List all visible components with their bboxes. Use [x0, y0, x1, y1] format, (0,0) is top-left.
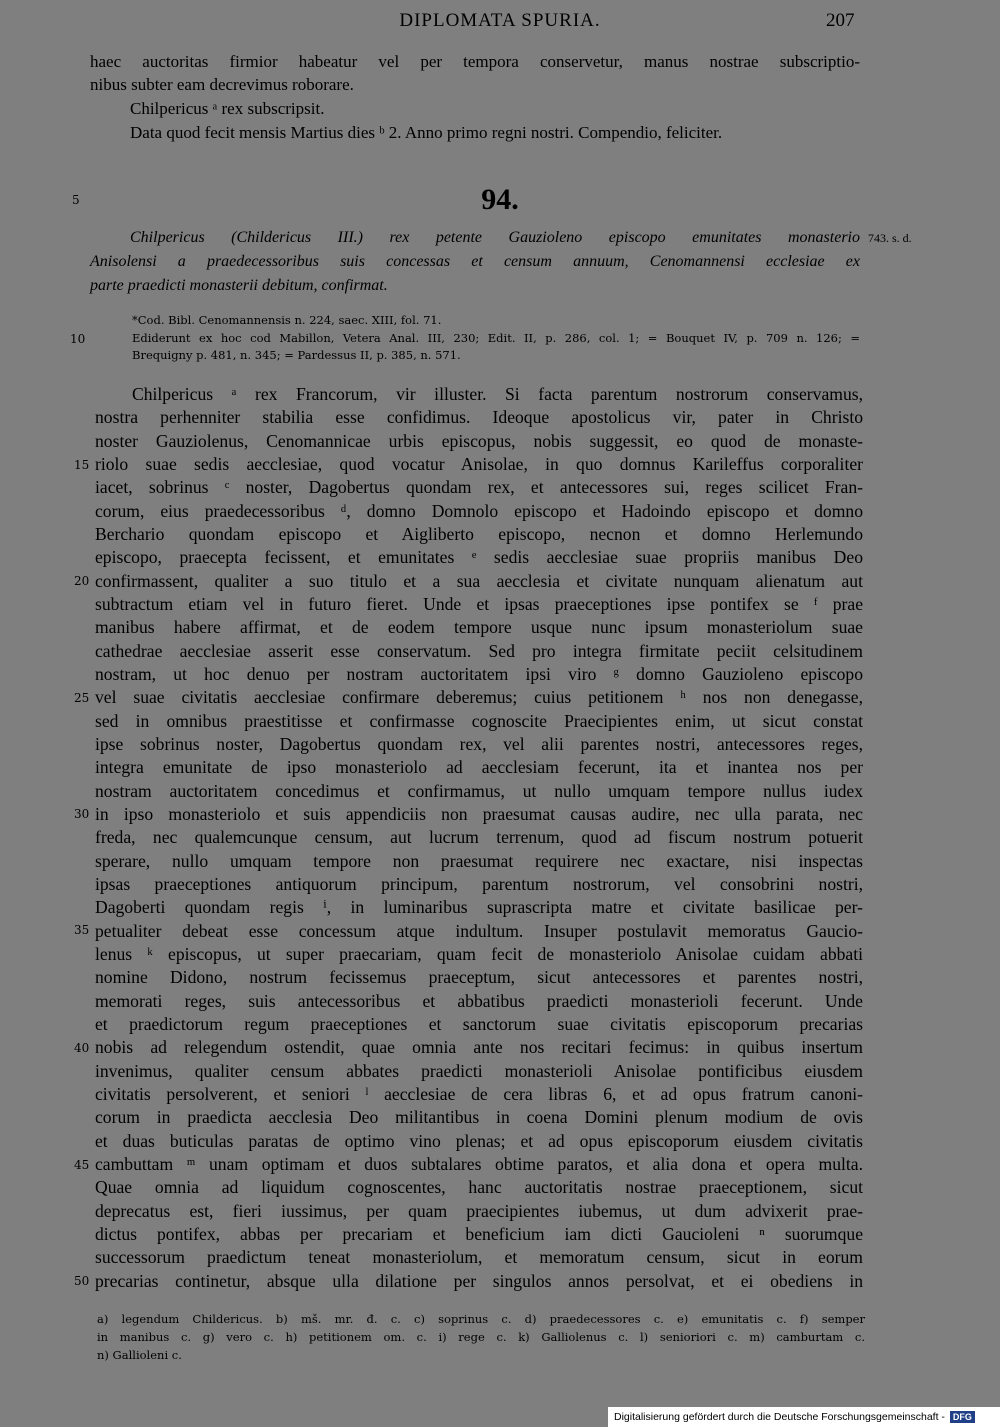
body-line: precarias continetur, absque ulla dilatione per singulos annos persolvat, et ei obediens in — [95, 1271, 863, 1291]
text-line: haec auctoritas firmior habeatur vel per tempora conservetur, manus nostrae subscriptio- — [90, 52, 860, 71]
running-title: DIPLOMATA SPURIA. — [399, 10, 601, 31]
funding-credit — [608, 1407, 1000, 1427]
text-line: Chilpericus ᵃ rex subscripsit. — [130, 99, 325, 118]
body-line: nostram auctoritatem concedimus et confirmamus, ut nullo umquam tempore nullus iudex — [95, 781, 863, 801]
text-line: Data quod fecit mensis Martius dies ᵇ 2. Anno primo regni nostri. Compendio, feliciter. — [130, 123, 723, 142]
line-number: 15 — [74, 458, 90, 472]
body-line: cathedrae aecclesiae asserit esse conservatum. Sed pro integra firmitate peciit celsitudinem — [95, 641, 863, 661]
line-number: 35 — [74, 923, 90, 937]
source-line: Ediderunt ex hoc cod Mabillon, Vetera Anal. III, 230; Edit. II, p. 286, col. 1; = Bouquet IV, p. 709 n. 126; = — [132, 331, 860, 345]
body-line: lenus ᵏ episcopus, ut super praecariam, quam fecit de monasteriolo Anisolae cuidam abbati — [95, 944, 863, 964]
body-line: Berchario quondam episcopo et Aigliberto episcopo, necnon et domno Herlemundo — [95, 524, 863, 544]
document-number: 94. — [481, 183, 519, 216]
regest-line: parte praedicti monasterii debitum, confirmat. — [90, 277, 388, 294]
footnote-line: n) Gallioleni c. — [97, 1348, 182, 1362]
source-line: *Cod. Bibl. Cenomannensis n. 224, saec. XIII, fol. 71. — [132, 313, 442, 327]
line-number: 20 — [74, 574, 90, 588]
body-line: dictus pontifex, abbas per precariam et beneficium iam dicti Gaucioleni ⁿ suorumque — [95, 1224, 863, 1244]
funding-credit-text: Digitalisierung gefördert durch die Deutsche Forschungsgemeinschaft - — [614, 1411, 945, 1423]
body-line: riolo suae sedis aecclesiae, quod vocatur Anisolae, in quo domnus Karileffus corporaliter — [95, 454, 863, 474]
line-number: 5 — [72, 193, 80, 207]
body-line: et praedictorum regum praeceptiones et sanctorum suae civitatis episcoporum precarias — [95, 1014, 863, 1034]
body-line: integra emunitate de ipso monasteriolo ad aecclesiam fecerunt, ita et inantea nos per — [95, 757, 863, 777]
body-line: ipse sobrinus noster, Dagobertus quondam rex, vel alii parentes nostri, antecessores reges, — [95, 734, 863, 754]
body-line: ipsas praeceptiones antiquorum principum, parentum nostrorum, vel consobrini nostri, — [95, 874, 863, 894]
body-line: episcopo, praecepta fecissent, et emunitates ᵉ sedis aecclesiae suae propriis manibus Deo — [95, 547, 863, 567]
body-line: corum, eius praedecessoribus ᵈ, domno Domnolo episcopo et Hadoindo episcopo et domno — [95, 501, 863, 521]
body-line: vel suae civitatis aecclesiae confirmare deberemus; cuius petitionem ʰ nos non denegasse, — [95, 687, 863, 707]
line-number: 50 — [74, 1274, 90, 1288]
body-line: nostra perhenniter stabilia esse confidimus. Ideoque apostolicus vir, pater in Christo — [95, 407, 863, 427]
body-line: manibus habere affirmat, et de eodem tempore usque nunc ipsum monasteriolum suae — [95, 617, 863, 637]
body-line: sperare, nullo umquam tempore non praesumat requirere nec exactare, nisi inspectas — [95, 851, 863, 871]
dfg-logo-icon: DFG — [950, 1411, 975, 1423]
body-line: freda, nec qualemcunque censum, aut lucrum terrenum, quod ad fiscum nostrum potuerit — [95, 827, 863, 847]
body-line: nomine Didono, nostrum fecissemus praeceptum, sicut antecessores et parentes nostri, — [95, 967, 863, 987]
body-line: iacet, sobrinus ᶜ noster, Dagobertus quondam rex, et antecessores sui, reges scilicet Fran- — [95, 477, 863, 497]
page-number: 207 — [826, 10, 855, 31]
body-line: Quae omnia ad liquidum cognoscentes, hanc auctoritatis nostrae praeceptionem, sicut — [95, 1177, 863, 1197]
body-line: confirmassent, qualiter a suo titulo et a sua aecclesia et civitate nunquam alienatum aut — [95, 571, 863, 591]
body-line: nostram, ut hoc denuo per nostram auctoritatem ipsi viro ᵍ domno Gauzioleno episcopo — [95, 664, 863, 684]
body-line: cambuttam ᵐ unam optimam et duos subtalares obtime paratos, et alia dona et opera multa. — [95, 1154, 863, 1174]
regest-line: Chilpericus (Childericus III.) rex petente Gauzioleno episcopo emunitates monasterio — [130, 229, 860, 246]
body-line: petualiter debeat esse concessum atque indultum. Insuper postulavit memoratus Gaucio- — [95, 921, 863, 941]
line-number: 10 — [70, 332, 86, 346]
text-line: nibus subter eam decrevimus roborare. — [90, 75, 354, 94]
body-line: successorum praedictum teneat monasteriolum, et memoratum censum, sicut in eorum — [95, 1247, 863, 1267]
body-line: Chilpericus ᵃ rex Francorum, vir illuster. Si facta parentum nostrorum conservamus, — [132, 384, 863, 404]
footnote-line: a) legendum Childericus. b) mš. mr. đ. c. c) soprinus c. d) praedecessores c. e) emunitatis c. f) semper — [97, 1312, 865, 1326]
body-line: invenimus, qualiter censum abbates praedicti monasterioli Anisolae pontificibus eiusdem — [95, 1061, 863, 1081]
body-line: et duas buticulas paratas de optimo vino plenas; et ad opus episcoporum eiusdem civitatis — [95, 1131, 863, 1151]
source-line: Brequigny p. 481, n. 345; = Pardessus II, p. 385, n. 571. — [132, 348, 461, 362]
line-number: 45 — [74, 1158, 90, 1172]
regest-line: Anisolensi a praedecessoribus suis concessas et censum annuum, Cenomannensi ecclesiae ex — [90, 253, 860, 270]
body-line: deprecatus est, fieri iussimus, per quam praecipientes iubemus, ut dum advixerit prae- — [95, 1201, 863, 1221]
footnote-line: in manibus c. g) vero c. h) petitionem om. c. i) rege c. k) Galliolenus c. l) senioriori c. m) camburtam c. — [97, 1330, 865, 1344]
body-line: sed in omnibus praestitisse et confirmasse cognoscite Praecipientes enim, ut sicut constat — [95, 711, 863, 731]
line-number: 30 — [74, 807, 90, 821]
line-number: 25 — [74, 691, 90, 705]
body-line: nobis ad relegendum ostendit, quae omnia ante nos recitari fecimus: in quibus insertum — [95, 1037, 863, 1057]
body-line: Dagoberti quondam regis ⁱ, in luminaribus suprascripta matre et civitate basilicae per- — [95, 897, 863, 917]
body-line: corum in praedicta aecclesia Deo militantibus in coena Domini plenum modium de ovis — [95, 1107, 863, 1127]
line-number: 40 — [74, 1041, 90, 1055]
body-line: subtractum etiam vel in futuro fieret. Unde et ipsas praeceptiones ipse pontifex se ᶠ prae — [95, 594, 863, 614]
date-note: 743. s. d. — [868, 231, 912, 245]
body-line: in ipso monasteriolo et suis appendiciis non praesumat causas audire, nec ulla parata, nec — [95, 804, 863, 824]
body-line: memorati reges, suis antecessoribus et abbatibus praedicti monasterioli fecerunt. Unde — [95, 991, 863, 1011]
body-line: civitatis persolverent, et seniori ˡ aecclesiae de cera libras 6, et ad opus fratrum canoni- — [95, 1084, 863, 1104]
body-line: noster Gauziolenus, Cenomannicae urbis episcopus, nobis suggessit, eo quod de monaste- — [95, 431, 863, 451]
